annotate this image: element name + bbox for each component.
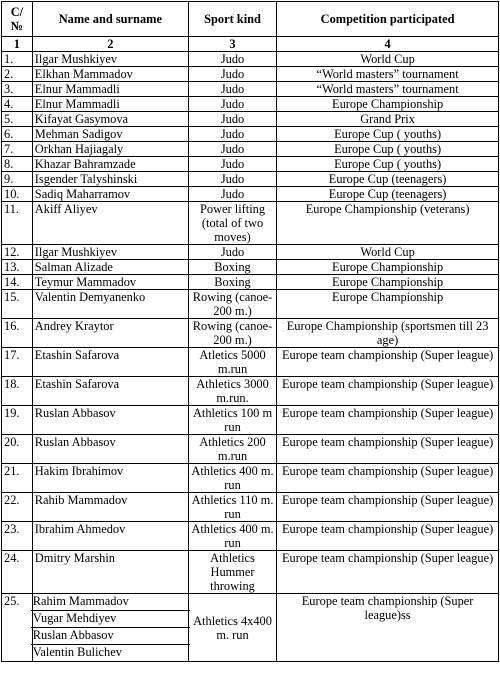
- row-number: 21.: [2, 464, 33, 493]
- table-row: [2, 245, 499, 260]
- header-row: [2, 2, 499, 37]
- athlete-name: Ilgar Mushkiyev: [32, 52, 188, 67]
- table-row: [2, 82, 499, 97]
- competition: Europe Cup ( youths): [277, 127, 499, 142]
- table-row: [2, 493, 499, 522]
- athlete-name: Hakim Ibrahimov: [32, 464, 188, 493]
- row-number: 24.: [2, 551, 33, 594]
- competition: Europe Cup ( youths): [277, 142, 499, 157]
- competition: Europe Championship: [277, 260, 499, 275]
- row-number: 25.: [2, 594, 33, 662]
- athlete-name: Akiff Aliyev: [32, 202, 188, 245]
- athlete-name: Orkhan Hajiagaly: [32, 142, 188, 157]
- competition: Grand Prix: [277, 112, 499, 127]
- athlete-name: Khazar Bahramzade: [32, 157, 188, 172]
- row-number: 11.: [2, 202, 33, 245]
- athlete-name: Mehman Sadigov: [32, 127, 188, 142]
- column-index: 3: [188, 37, 276, 52]
- athlete-name: Ruslan Abbasov: [32, 406, 188, 435]
- table-row: [2, 142, 499, 157]
- column-index-row: [2, 37, 499, 52]
- athlete-name: Etashin Safarova: [32, 348, 188, 377]
- row-number: 20.: [2, 435, 33, 464]
- competition-table: [1, 1, 499, 662]
- table-row: [2, 551, 499, 594]
- sport-kind: Judo: [188, 245, 276, 260]
- table-row: [2, 202, 499, 245]
- competition: Europe Cup (teenagers): [277, 172, 499, 187]
- competition: Europe Championship: [277, 275, 499, 290]
- row-number: 12.: [2, 245, 33, 260]
- sport-kind: Judo: [188, 127, 276, 142]
- table-row: [2, 52, 499, 67]
- athlete-name: Dmitry Marshin: [32, 551, 188, 594]
- competition: Europe team championship (Super league)ss: [277, 594, 499, 662]
- athlete-name: Vugar Mehdiyev: [31, 610, 190, 627]
- table-row: [2, 275, 499, 290]
- table-row: [2, 435, 499, 464]
- competition: Europe team championship (Super league): [277, 522, 499, 551]
- competition: Europe Championship (sportsmen till 23 age): [277, 319, 499, 348]
- competition: Europe Championship: [277, 290, 499, 319]
- athlete-name: Etashin Safarova: [32, 377, 188, 406]
- table-row: [2, 464, 499, 493]
- athlete-name: Sadiq Maharramov: [32, 187, 188, 202]
- row-number: 18.: [2, 377, 33, 406]
- competition: Europe Championship (veterans): [277, 202, 499, 245]
- athlete-name: Ruslan Abbasov: [32, 435, 188, 464]
- table-row: [2, 406, 499, 435]
- sport-kind: Judo: [188, 97, 276, 112]
- sport-kind: Athletics 200 m.run: [188, 435, 276, 464]
- sport-kind: Athletics 4x400 m. run: [188, 594, 276, 662]
- table-row: [2, 319, 499, 348]
- sport-kind: Boxing: [188, 260, 276, 275]
- athlete-name: Isgender Talyshinski: [32, 172, 188, 187]
- table-row: [2, 290, 499, 319]
- row-number: 4.: [2, 97, 33, 112]
- sport-kind: Athletics 100 m run: [188, 406, 276, 435]
- sport-kind: Judo: [188, 142, 276, 157]
- competition: Europe team championship (Super league): [277, 493, 499, 522]
- row-number: 9.: [2, 172, 33, 187]
- table-row: [2, 97, 499, 112]
- row-number: 10.: [2, 187, 33, 202]
- athlete-name: Ibrahim Ahmedov: [32, 522, 188, 551]
- competition: Europe team championship (Super league): [277, 377, 499, 406]
- header-sport: Sport kind: [188, 2, 276, 37]
- header-competition: Competition participated: [277, 2, 499, 37]
- row-number: 3.: [2, 82, 33, 97]
- competition: Europe team championship (Super league): [277, 464, 499, 493]
- row-number: 17.: [2, 348, 33, 377]
- competition: “World masters” tournament: [277, 67, 499, 82]
- sport-kind: Athletics Hummer throwing: [188, 551, 276, 594]
- sport-kind: Athletics 400 m. run: [188, 464, 276, 493]
- competition: Europe team championship (Super league): [277, 348, 499, 377]
- table-row-relay: [2, 594, 499, 662]
- competition: “World masters” tournament: [277, 82, 499, 97]
- athlete-name: Salman Alizade: [32, 260, 188, 275]
- competition: Europe Championship: [277, 97, 499, 112]
- row-number: 6.: [2, 127, 33, 142]
- competition: Europe Cup ( youths): [277, 157, 499, 172]
- athlete-name: Rahib Mammadov: [32, 493, 188, 522]
- relay-names: [32, 594, 188, 662]
- sport-kind: Athletics 110 m. run: [188, 493, 276, 522]
- table-row: [2, 127, 499, 142]
- table-row: [2, 187, 499, 202]
- table-row: [2, 67, 499, 82]
- sport-kind: Judo: [188, 52, 276, 67]
- table-row: [2, 348, 499, 377]
- table-row: [2, 157, 499, 172]
- header-name: Name and surname: [32, 2, 188, 37]
- athlete-name: Elnur Mammadli: [32, 82, 188, 97]
- athlete-name: Valentin Bulichev: [31, 644, 190, 661]
- row-number: 13.: [2, 260, 33, 275]
- row-number: 1.: [2, 52, 33, 67]
- row-number: 15.: [2, 290, 33, 319]
- sport-kind: Power lifting (total of two moves): [188, 202, 276, 245]
- table-row: [2, 172, 499, 187]
- sport-kind: Judo: [188, 82, 276, 97]
- column-index: 4: [277, 37, 499, 52]
- column-index: 1: [2, 37, 33, 52]
- sport-kind: Judo: [188, 112, 276, 127]
- athlete-name: Andrey Kraytor: [32, 319, 188, 348]
- row-number: 14.: [2, 275, 33, 290]
- competition: Europe team championship (Super league): [277, 435, 499, 464]
- sport-kind: Judo: [188, 67, 276, 82]
- row-number: 16.: [2, 319, 33, 348]
- athlete-name: Valentin Demyanenko: [32, 290, 188, 319]
- table-row: [2, 260, 499, 275]
- sport-kind: Athletics 3000 m.run.: [188, 377, 276, 406]
- sport-kind: Rowing (canoe-200 m.): [188, 290, 276, 319]
- table-row: [2, 377, 499, 406]
- competition: World Cup: [277, 52, 499, 67]
- row-number: 22.: [2, 493, 33, 522]
- row-number: 2.: [2, 67, 33, 82]
- sport-kind: Judo: [188, 157, 276, 172]
- row-number: 7.: [2, 142, 33, 157]
- athlete-name: Rahim Mammadov: [32, 594, 129, 608]
- sport-kind: Boxing: [188, 275, 276, 290]
- table-row: [2, 112, 499, 127]
- table-body: [2, 52, 499, 662]
- table-row: [2, 522, 499, 551]
- row-number: 5.: [2, 112, 33, 127]
- competition: World Cup: [277, 245, 499, 260]
- sport-kind: Athletics 400 m. run: [188, 522, 276, 551]
- athlete-name: Ruslan Abbasov: [31, 627, 190, 644]
- competition: Europe team championship (Super league): [277, 406, 499, 435]
- athlete-name: Elkhan Mammadov: [32, 67, 188, 82]
- competition: Europe team championship (Super league): [277, 551, 499, 594]
- competition: Europe Cup (teenagers): [277, 187, 499, 202]
- sport-kind: Atletics 5000 m.run: [188, 348, 276, 377]
- column-index: 2: [32, 37, 188, 52]
- row-number: 23.: [2, 522, 33, 551]
- athlete-name: Ilgar Mushkiyev: [32, 245, 188, 260]
- sport-kind: Judo: [188, 187, 276, 202]
- row-number: 19.: [2, 406, 33, 435]
- athlete-name: Elnur Mammadli: [32, 97, 188, 112]
- row-number: 8.: [2, 157, 33, 172]
- sport-kind: Judo: [188, 172, 276, 187]
- athlete-name: Teymur Mammadov: [32, 275, 188, 290]
- athlete-name: Kifayat Gasymova: [32, 112, 188, 127]
- header-number: C/ №: [2, 2, 33, 37]
- sport-kind: Rowing (canoe-200 m.): [188, 319, 276, 348]
